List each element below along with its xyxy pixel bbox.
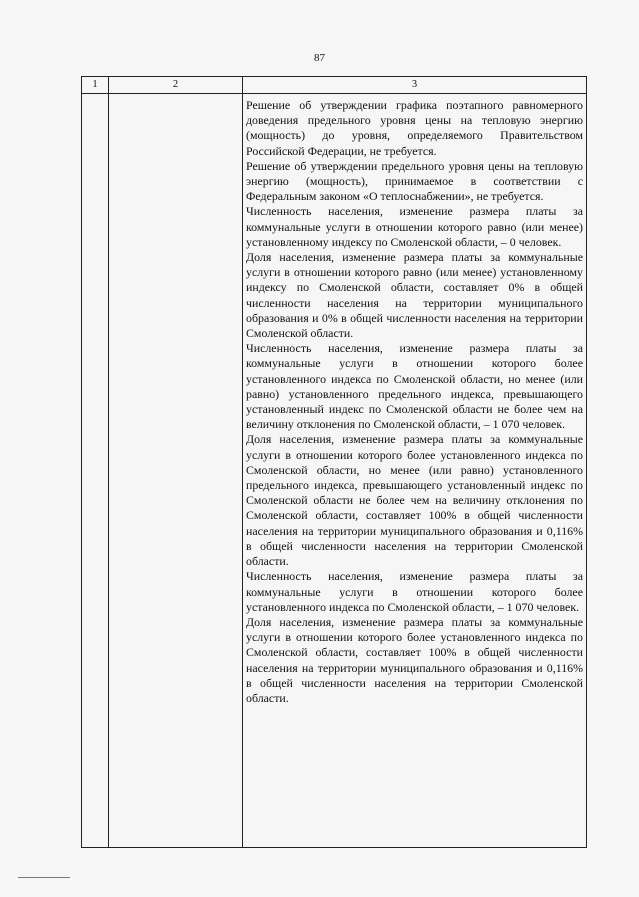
- column-3-cell: [243, 94, 586, 847]
- paragraph-schedule-decision: Решение об утверждении графика поэтапного равномерного доведения предельного уровня цены на тепловую энергию (мощность) до уровня, определяемого Правительством Российской Федерации, не требуется.: [246, 98, 583, 158]
- document-table: [81, 76, 587, 848]
- column-header-1: 1: [82, 77, 109, 94]
- footer-rule: [18, 877, 70, 878]
- paragraph-population-above-index: Численность населения, изменение размера платы за коммунальные услуги в отношении которого более установленного индекса по Смоленской области, – 1 070 человек.: [246, 569, 583, 614]
- paragraph-share-within-deviation: Доля населения, изменение размера платы за коммунальные услуги в отношении которого более установленного индекса по Смоленской области, но менее (или равно) установленного предельного индекса, превышающего установленный индекс по Смоленской области не более чем на величину отклонения по Смоленской области, составляет 100% в общей численности населения на территории муниципального образования и 0,116% в общей численности населения на территории Смоленской области.: [246, 432, 583, 569]
- page-number: 87: [314, 52, 325, 64]
- column-1-cell: [82, 94, 109, 847]
- column-header-3: 3: [243, 77, 586, 94]
- column-header-2: 2: [109, 77, 243, 94]
- column-2-cell: [109, 94, 243, 847]
- paragraph-price-limit-decision: Решение об утверждении предельного уровня цены на тепловую энергию (мощность), принимаемое в соответствии с Федеральным законом «О теплоснабжении», не требуется.: [246, 158, 583, 204]
- paragraph-share-above-index: Доля населения, изменение размера платы за коммунальные услуги в отношении которого более установленного индекса по Смоленской области, составляет 100% в общей численности населения на территории муниципального образования и 0,116% в общей численности населения на территории Смоленской области.: [246, 614, 583, 705]
- paragraph-population-equal-index: Численность населения, изменение размера платы за коммунальные услуги в отношении которого равно (или менее) установленному индексу по Смоленской области, – 0 человек.: [246, 204, 583, 249]
- paragraph-population-within-deviation: Численность населения, изменение размера платы за коммунальные услуги в отношении которого более установленного индекса по Смоленской области, но менее (или равно) установленного предельного индекса, превышающего установленный индекс по Смоленской области не более чем на величину отклонения по Смоленской области, – 1 070 человек.: [246, 341, 583, 432]
- paragraph-share-equal-index: Доля населения, изменение размера платы за коммунальные услуги в отношении которого равно (или менее) установленному индексу по Смоленской области, составляет 0% в общей численности населения на территории муниципального образования и 0% в общей численности населения на территории Смоленской области.: [246, 250, 583, 341]
